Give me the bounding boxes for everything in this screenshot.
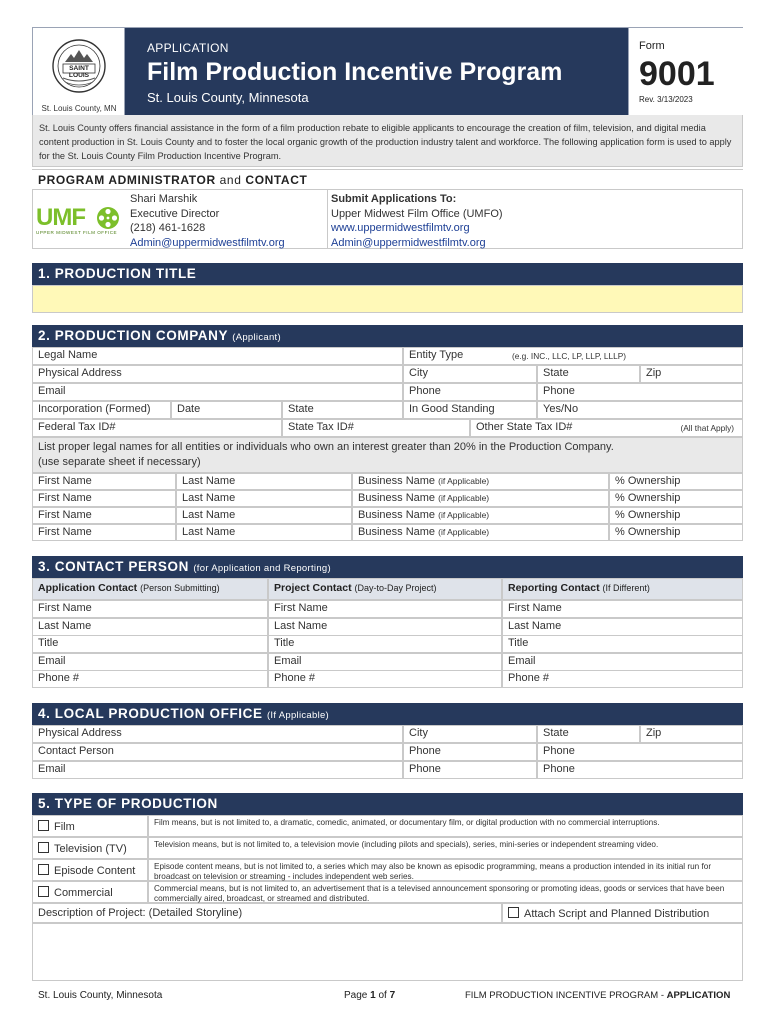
contact-field-label: Last Name	[508, 619, 562, 632]
contact-field-label: First Name	[508, 602, 562, 614]
application-label: APPLICATION	[147, 41, 229, 55]
form-number-box	[628, 28, 744, 116]
page-indicator	[344, 990, 395, 1001]
contact-field[interactable]	[268, 618, 502, 636]
submit-org: Upper Midwest Film Office (UMFO)	[331, 207, 503, 220]
city-field[interactable]	[403, 365, 537, 383]
office-phone-field[interactable]	[403, 743, 537, 761]
physical-address-field[interactable]	[32, 365, 403, 383]
other-state-tax-field[interactable]	[470, 419, 743, 437]
contact-field-label: Title	[274, 637, 295, 649]
section-4-title: 4. LOCAL PRODUCTION OFFICE	[38, 706, 263, 721]
office-phone-label-3: Phone	[409, 763, 441, 775]
contact-field-label: First Name	[38, 602, 92, 614]
yes-no-field[interactable]	[537, 401, 743, 419]
state-label: State	[543, 367, 569, 379]
phone-label-2: Phone	[543, 385, 575, 397]
contact-field[interactable]	[502, 653, 743, 671]
contact-field[interactable]	[32, 635, 268, 653]
owners-note-line-1: List proper legal names for all entities or individuals who own an interest greater than 20% in the Production Company.	[38, 441, 614, 453]
owner-last-name-label: Last Name	[182, 475, 236, 487]
admin-heading	[32, 169, 743, 189]
entity-type-label: Entity Type	[409, 349, 464, 361]
owner-ownership-field[interactable]	[609, 473, 743, 490]
good-standing-field[interactable]	[403, 401, 537, 419]
admin-contact-box	[32, 189, 743, 249]
production-title-input[interactable]	[32, 285, 743, 313]
production-type-option[interactable]	[32, 859, 148, 881]
production-type-label: Episode Content	[54, 865, 136, 877]
office-phone-label: Phone	[409, 745, 441, 757]
production-type-label: Film	[54, 821, 75, 833]
contact-field[interactable]	[32, 670, 268, 688]
contact-field[interactable]	[502, 618, 743, 636]
owner-business-name-label: Business Name	[358, 509, 436, 521]
submit-to	[331, 192, 503, 250]
owners-note-line-2: (use separate sheet if necessary)	[38, 456, 201, 468]
owner-last-name-field[interactable]	[176, 490, 352, 507]
entity-type-hint: (e.g. INC., LLC, LP, LLP, LLLP)	[512, 351, 627, 361]
col3-note: (If Different)	[602, 583, 650, 593]
incorporation-field[interactable]	[32, 401, 171, 419]
legal-name-field[interactable]	[32, 347, 403, 365]
revision-date: Rev. 3/13/2023	[639, 95, 693, 104]
owner-business-name-field[interactable]	[352, 524, 609, 541]
umfo-logo-tagline: UPPER MIDWEST FILM OFFICE	[36, 230, 118, 235]
admin-email-link[interactable]: Admin@uppermidwestfilmtv.org	[130, 236, 285, 249]
email-label: Email	[38, 385, 66, 397]
owner-first-name-field[interactable]	[32, 490, 176, 507]
production-type-option[interactable]	[32, 815, 148, 837]
section-4-note: (If Applicable)	[266, 710, 330, 721]
production-type-option[interactable]	[32, 837, 148, 859]
yes-no-label: Yes/No	[543, 403, 579, 415]
contact-field-label: Phone #	[274, 672, 315, 684]
office-state-label: State	[543, 727, 569, 739]
state-tax-field[interactable]	[282, 419, 470, 437]
incorporation-label: Incorporation (Formed)	[38, 403, 151, 415]
production-type-checkbox[interactable]	[38, 886, 49, 897]
col1-title: Application Contact	[38, 582, 138, 594]
admin-person	[130, 192, 285, 250]
section-contact-person	[32, 556, 743, 578]
col2-title: Project Contact	[274, 582, 352, 594]
other-state-tax-label: Other State Tax ID#	[476, 421, 573, 433]
entity-type-field[interactable]	[403, 347, 743, 365]
seal-caption: St. Louis County, MN	[41, 104, 117, 113]
incorporation-state-label: State	[288, 403, 314, 415]
owner-if-applicable-hint: (if Applicable)	[438, 527, 490, 537]
col3-title: Reporting Contact	[508, 582, 600, 594]
contact-field[interactable]	[502, 670, 743, 688]
project-contact-header	[268, 578, 502, 600]
section-2-note: (Applicant)	[232, 332, 281, 343]
contact-field-label: Email	[508, 654, 536, 667]
incorporation-date-field[interactable]	[171, 401, 282, 419]
incorporation-state-field[interactable]	[282, 401, 403, 419]
page-of: of	[378, 990, 387, 1001]
project-description-textarea[interactable]	[32, 923, 743, 981]
owner-if-applicable-hint: (if Applicable)	[438, 510, 490, 520]
owner-last-name-field[interactable]	[176, 473, 352, 490]
description-label: Description of Project: (Detailed Storyline)	[38, 907, 243, 919]
admin-role: Executive Director	[130, 207, 220, 220]
form-header	[32, 27, 743, 115]
owner-business-name-label: Business Name	[358, 526, 436, 538]
section-3-note: (for Application and Reporting)	[193, 563, 331, 574]
email-field[interactable]	[32, 383, 403, 401]
city-label: City	[409, 367, 428, 379]
office-state-field[interactable]	[537, 725, 640, 743]
federal-tax-label: Federal Tax ID#	[38, 421, 116, 433]
section-production-company	[32, 325, 743, 347]
seal-text: SAINT LOUIS	[68, 65, 90, 79]
footer-left: St. Louis County, Minnesota	[38, 990, 163, 1001]
owner-first-name-field[interactable]	[32, 473, 176, 490]
production-type-description-text: Film means, but is not limited to, a dramatic, comedic, animated, or documentary film, or digital production with no commercial interruptions.	[154, 818, 660, 827]
section-production-title	[32, 263, 743, 285]
production-type-description	[148, 837, 743, 859]
attach-script-checkbox[interactable]	[508, 907, 519, 918]
form-label: Form	[639, 40, 665, 52]
contact-field-label: Email	[274, 654, 302, 667]
owners-note	[32, 437, 743, 473]
contact-field[interactable]	[268, 635, 502, 653]
col2-note: (Day-to-Day Project)	[354, 583, 437, 593]
umfo-logo	[36, 204, 124, 236]
owner-last-name-field[interactable]	[176, 524, 352, 541]
owner-business-name-field[interactable]	[352, 473, 609, 490]
office-phone-field-3[interactable]	[403, 761, 537, 779]
production-type-label: Commercial	[54, 887, 113, 899]
date-label: Date	[177, 403, 201, 415]
page-subtitle: St. Louis County, Minnesota	[147, 90, 309, 105]
admin-heading-contact: CONTACT	[245, 173, 308, 187]
owner-ownership-field[interactable]	[609, 507, 743, 524]
contact-field[interactable]	[502, 635, 743, 653]
office-email-label: Email	[38, 763, 66, 775]
production-type-description-text: Episode content means, but is not limited to, a series which may also be known as episodic programming, means a production intended in its initial run for broadcast on television or streaming - includes independent web series.	[154, 862, 712, 881]
owner-business-name-field[interactable]	[352, 490, 609, 507]
owner-first-name-label: First Name	[38, 526, 92, 538]
state-field[interactable]	[537, 365, 640, 383]
owner-first-name-label: First Name	[38, 509, 92, 521]
section-type-of-production	[32, 793, 743, 815]
phone-field-2[interactable]	[537, 383, 743, 401]
state-tax-label: State Tax ID#	[288, 421, 354, 433]
office-phone-label-4: Phone	[543, 763, 575, 775]
contact-field-label: Title	[508, 637, 529, 649]
admin-phone: (218) 461-1628	[130, 222, 206, 234]
office-contact-field[interactable]	[32, 743, 403, 761]
owner-last-name-label: Last Name	[182, 492, 236, 504]
attach-script-label: Attach Script and Planned Distribution	[524, 908, 710, 920]
production-type-description	[148, 815, 743, 837]
physical-address-label: Physical Address	[38, 367, 122, 379]
office-phone-field-4[interactable]	[537, 761, 743, 779]
owner-ownership-field[interactable]	[609, 490, 743, 507]
application-contact-header	[32, 578, 268, 600]
production-type-description-text: Television means, but is not limited to, a television movie (including pilots and specials), series, mini-series or independent streaming video.	[154, 840, 659, 849]
owner-last-name-field[interactable]	[176, 507, 352, 524]
admin-heading-and: and	[219, 173, 242, 187]
phone-label: Phone	[409, 385, 441, 397]
office-zip-field[interactable]	[640, 725, 743, 743]
office-phone-field-2[interactable]	[537, 743, 743, 761]
owner-ownership-field[interactable]	[609, 524, 743, 541]
page-total: 7	[389, 990, 396, 1001]
submit-email-link[interactable]: Admin@uppermidwestfilmtv.org	[331, 236, 486, 249]
owner-last-name-label: Last Name	[182, 509, 236, 521]
owner-ownership-label: % Ownership	[615, 492, 681, 504]
contact-field[interactable]	[32, 600, 268, 618]
intro-text: St. Louis County offers financial assistance in the form of a film production rebate to eligible applicants to encourage the creation of film, television, and digital media content production in St. Louis County and to foster the local organic growth of the production industry talent and workforce. The following application form is used to apply for the St. Louis County Film Production Incentive Program.	[32, 115, 743, 167]
section-1-title: 1. PRODUCTION TITLE	[38, 266, 197, 281]
owner-business-name-label: Business Name	[358, 492, 436, 504]
contact-field-label: Phone #	[38, 672, 79, 684]
contact-field-label: Email	[38, 654, 66, 667]
project-description-header	[32, 903, 502, 923]
owner-last-name-label: Last Name	[182, 526, 236, 538]
contact-field[interactable]	[268, 600, 502, 618]
production-type-label: Television (TV)	[54, 843, 127, 855]
admin-name: Shari Marshik	[130, 193, 198, 205]
owner-ownership-label: % Ownership	[615, 509, 681, 521]
owner-if-applicable-hint: (if Applicable)	[438, 493, 490, 503]
footer-right-text: FILM PRODUCTION INCENTIVE PROGRAM -	[465, 990, 664, 1001]
production-type-option[interactable]	[32, 881, 148, 903]
production-type-description	[148, 881, 743, 903]
owner-business-name-field[interactable]	[352, 507, 609, 524]
contact-field-label: Phone #	[508, 672, 549, 684]
contact-field[interactable]	[32, 653, 268, 671]
contact-field-label: First Name	[274, 602, 328, 614]
legal-name-label: Legal Name	[38, 349, 98, 361]
county-seal	[33, 28, 125, 116]
production-type-checkbox[interactable]	[38, 842, 49, 853]
admin-divider	[327, 190, 328, 248]
attach-script-option[interactable]	[502, 903, 743, 923]
owner-first-name-field[interactable]	[32, 507, 176, 524]
section-3-title: 3. CONTACT PERSON	[38, 559, 189, 574]
federal-tax-field[interactable]	[32, 419, 282, 437]
office-address-label: Physical Address	[38, 727, 122, 739]
page-prefix: Page	[344, 990, 368, 1001]
title-banner	[125, 28, 628, 116]
office-address-field[interactable]	[32, 725, 403, 743]
col1-note: (Person Submitting)	[140, 583, 220, 593]
good-standing-label: In Good Standing	[409, 403, 495, 415]
owner-first-name-field[interactable]	[32, 524, 176, 541]
contact-field[interactable]	[502, 600, 743, 618]
contact-field[interactable]	[268, 670, 502, 688]
production-type-description-text: Commercial means, but is not limited to, an advertisement that is a televised announcement sponsoring or promoting ideas, goods or services that have been commercially aired, broadcast, or streamed and distributed.	[154, 884, 725, 903]
contact-field-label: Last Name	[38, 619, 92, 632]
phone-field[interactable]	[403, 383, 537, 401]
zip-label: Zip	[646, 367, 662, 379]
office-city-label: City	[409, 727, 428, 739]
admin-heading-bold: PROGRAM ADMINISTRATOR	[38, 173, 216, 187]
office-zip-label: Zip	[646, 727, 662, 739]
film-reel-icon	[96, 206, 120, 230]
footer-right-bold: APPLICATION	[666, 990, 731, 1001]
footer-right	[465, 990, 730, 1001]
office-email-field[interactable]	[32, 761, 403, 779]
owner-first-name-label: First Name	[38, 475, 92, 487]
production-type-checkbox[interactable]	[38, 864, 49, 875]
contact-field[interactable]	[32, 618, 268, 636]
section-5-title: 5. TYPE OF PRODUCTION	[38, 796, 218, 811]
office-city-field[interactable]	[403, 725, 537, 743]
owner-business-name-label: Business Name	[358, 475, 436, 487]
submit-web-link[interactable]: www.uppermidwestfilmtv.org	[331, 222, 470, 234]
owner-ownership-label: % Ownership	[615, 475, 681, 487]
umfo-logo-text: UMF	[36, 204, 85, 231]
submit-heading: Submit Applications To:	[331, 193, 457, 205]
section-2-title: 2. PRODUCTION COMPANY	[38, 328, 228, 343]
owner-ownership-label: % Ownership	[615, 526, 681, 538]
all-apply-hint: (All that Apply)	[680, 423, 734, 433]
production-type-checkbox[interactable]	[38, 820, 49, 831]
page-title: Film Production Incentive Program	[147, 58, 563, 86]
form-number: 9001	[639, 55, 715, 93]
office-phone-label-2: Phone	[543, 745, 575, 757]
reporting-contact-header	[502, 578, 743, 600]
contact-field[interactable]	[268, 653, 502, 671]
section-local-office	[32, 703, 743, 725]
office-contact-label: Contact Person	[38, 745, 114, 757]
owner-first-name-label: First Name	[38, 492, 92, 504]
zip-field[interactable]	[640, 365, 743, 383]
contact-field-label: Last Name	[274, 619, 328, 632]
page-number: 1	[370, 990, 376, 1001]
owner-if-applicable-hint: (if Applicable)	[438, 476, 490, 486]
production-type-description	[148, 859, 743, 881]
contact-field-label: Title	[38, 637, 59, 649]
